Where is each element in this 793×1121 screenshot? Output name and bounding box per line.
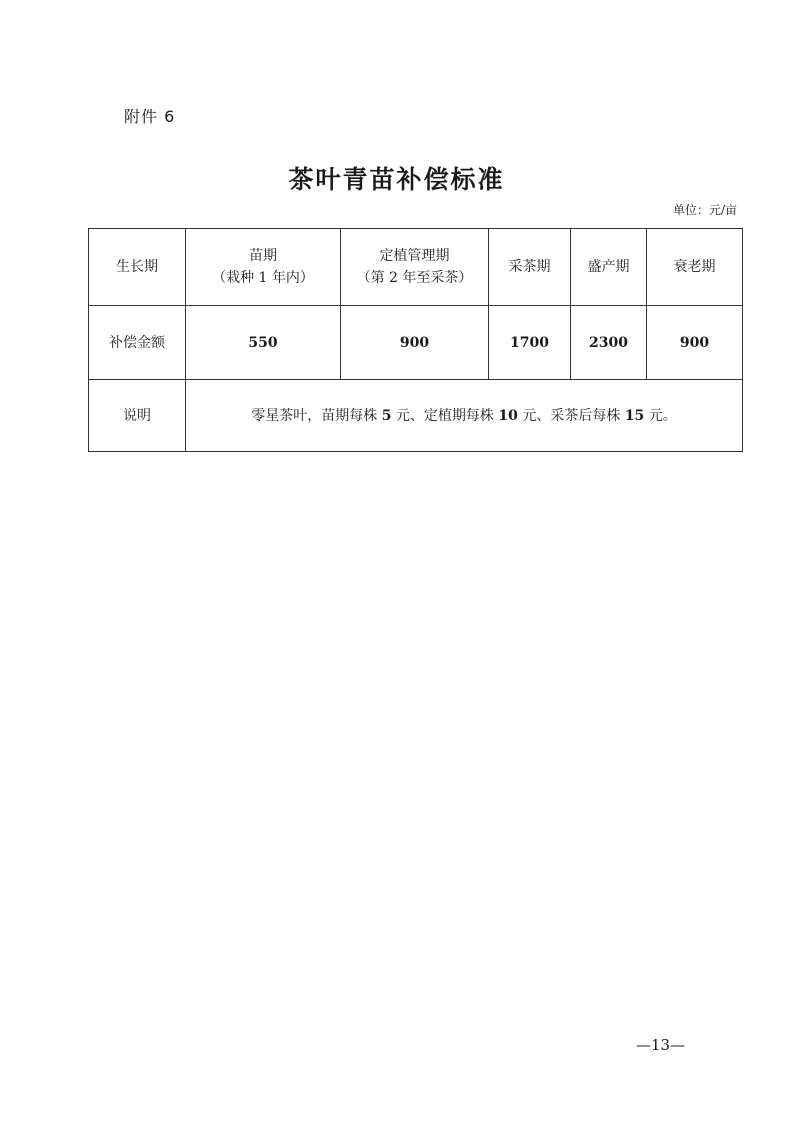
stage-name: 定植管理期: [379, 248, 450, 264]
stage-peak: 盛产期: [571, 229, 647, 306]
amount-picking: 1700: [489, 306, 571, 380]
stage-sub: （栽种 1 年内）: [212, 270, 314, 286]
stage-seedling: [186, 229, 341, 306]
table-row-header: [89, 229, 743, 306]
row-label-note: 说明: [89, 380, 186, 452]
stage-planting-management: [341, 229, 489, 306]
row-label-compensation: 补偿金额: [89, 306, 186, 380]
amount-decline: 900: [647, 306, 743, 380]
compensation-table: [88, 228, 743, 452]
row-label-growth-stage: 生长期: [89, 229, 186, 306]
amount-seedling: 550: [186, 306, 341, 380]
stage-name: 苗期: [249, 248, 277, 264]
page-number: —13—: [636, 1036, 686, 1054]
stage-decline: 衰老期: [647, 229, 743, 306]
stage-picking: 采茶期: [489, 229, 571, 306]
page-title: 茶叶青苗补偿标准: [288, 165, 505, 194]
table-row-compensation: [89, 306, 743, 380]
amount-planting-management: 900: [341, 306, 489, 380]
table-row-note: [89, 380, 743, 452]
unit-label: 单位：元/亩: [672, 203, 737, 217]
attachment-label: 附件 6: [124, 107, 176, 126]
note-text: 零星茶叶，苗期每株 5 元、定植期每株 10 元、采茶后每株 15 元。: [186, 380, 743, 452]
stage-sub: （第 2 年至采茶）: [356, 270, 473, 286]
amount-peak: 2300: [571, 306, 647, 380]
